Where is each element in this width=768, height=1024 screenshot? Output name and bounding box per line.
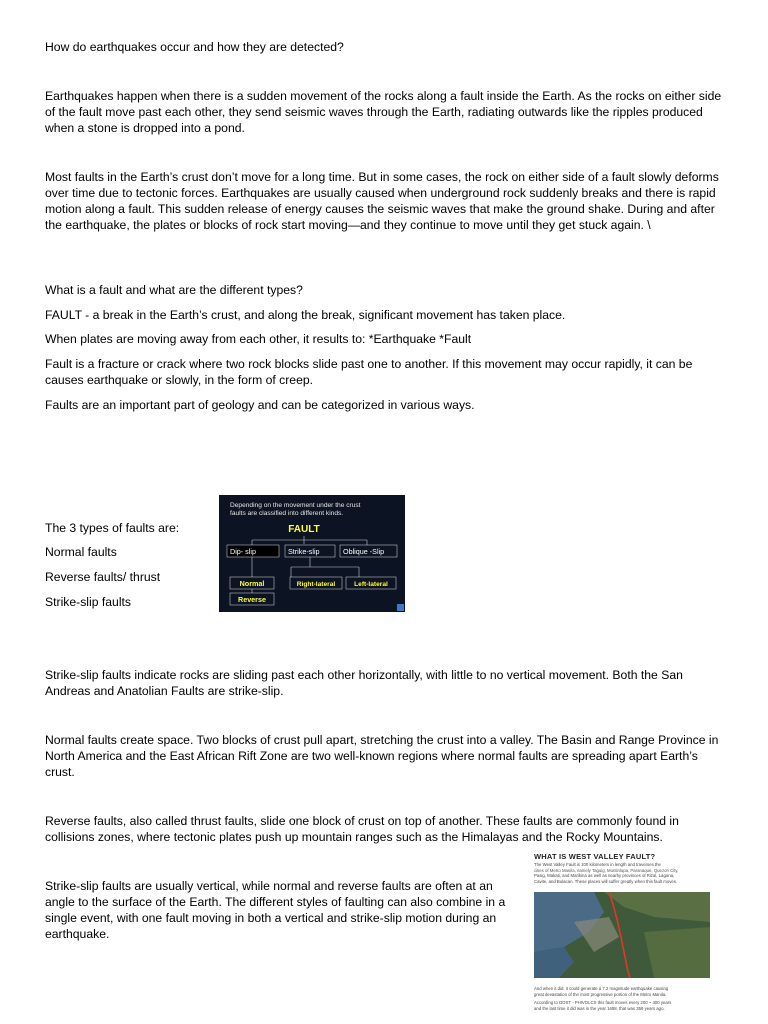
figure-after-line: According to DOST - PHIVOLCS this fault moves every 200 ~ 400 years	[534, 1000, 672, 1006]
paragraph-faulting-styles: Strike-slip faults are usually vertical, while normal and reverse faults are often at an angle to the surface of the Earth. The different styles of faulting can also combine in a single event, with one fault moving in both a vertical and strike-slip motion during an earthquake.	[45, 879, 506, 941]
figure-intro	[534, 862, 710, 884]
diagram-strike-slip: Strike-slip	[288, 547, 320, 556]
figure-title: WHAT IS WEST VALLEY FAULT?	[534, 852, 656, 861]
figure-after	[534, 986, 710, 1011]
figure-after-line: great devastation of the most progressive portion of the Metro Manila.	[534, 991, 667, 997]
figure-intro-line: The West Valley Fault is 100 kilometers in length and traverses the	[534, 862, 661, 867]
corner-mark-icon	[397, 604, 404, 611]
diagram-caption-line1: Depending on the movement under the crust	[230, 502, 361, 509]
diagram-left-lateral: Left-lateral	[354, 581, 388, 588]
diagram-dip-slip: Dip- slip	[230, 547, 256, 556]
diagram-oblique-slip: Oblique -Slip	[343, 547, 385, 556]
figure-after-line: and the last time it did was in the year 1658, that was 359 years ago.	[534, 1005, 665, 1011]
diagram-reverse: Reverse	[238, 595, 266, 604]
paragraph-normal-faults: Normal faults create space. Two blocks of crust pull apart, stretching the crust into a valley. The Basin and Range Province in North America and the East African Rift Zone are two well-known regions where normal faults are spreading apart Earth’s crust.	[45, 733, 719, 779]
paragraph-strike-slip: Strike-slip faults indicate rocks are sliding past each other horizontally, with little to no vertical movement. Both the San Andreas and Anatolian Faults are strike-slip.	[45, 668, 683, 698]
figure-intro-line: cities of Metro Manila, namely Taguig, Muntinlupa, Paranaque, Quezon City,	[534, 867, 679, 873]
diagram-root-fault: FAULT	[288, 524, 320, 535]
type-reverse: Reverse faults/ thrust	[45, 570, 161, 584]
paragraph-earthquake-movement: Earthquakes happen when there is a sudden movement of the rocks along a fault inside the Earth. As the rocks on either side of the fault move past each other, they send seismic waves through the Earth, radiating outwards like the ripples produced when a stone is dropped into a pond.	[45, 89, 722, 135]
question-fault-types: What is a fault and what are the different types?	[45, 283, 303, 297]
diagram-caption-line2: faults are classified into different kinds.	[230, 510, 344, 517]
paragraph-faults-geology: Faults are an important part of geology and can be categorized in various ways.	[45, 398, 475, 412]
figure-intro-line: Pasig, Makati, and Marikina as well as nearby provinces of Rizal, Laguna,	[534, 873, 675, 879]
paragraph-plates-moving: When plates are moving away from each other, it results to: *Earthquake *Fault	[45, 332, 472, 346]
diagram-normal: Normal	[239, 579, 265, 588]
figure-intro-line: Cavite, and Bulacan. These places will suffer greatly when this fault moves.	[534, 878, 678, 884]
figure-after-line: And when it did, it could generate a 7.2 magnitude earthquake causing	[534, 986, 669, 991]
west-valley-fault-figure	[532, 852, 712, 1024]
fault-types-diagram	[219, 495, 405, 612]
type-normal: Normal faults	[45, 545, 117, 559]
paragraph-faults-crust: Most faults in the Earth’s crust don’t move for a long time. But in some cases, the rock on either side of a fault slowly deforms over time due to tectonic forces. Earthquakes are usually caused when underground rock suddenly breaks and there is rapid motion along a fault. This sudden release of energy causes the seismic waves that make the ground shake. During and after the earthquake, the plates or blocks of rock start moving—and they continue to move until they get stuck again. \	[45, 170, 719, 232]
type-strike-slip: Strike-slip faults	[45, 595, 132, 609]
satellite-map	[534, 892, 710, 994]
paragraph-fault-definition: FAULT - a break in the Earth’s crust, and along the break, significant movement has taken place.	[45, 308, 566, 322]
question-earthquakes: How do earthquakes occur and how they are detected?	[45, 40, 344, 54]
paragraph-reverse-faults: Reverse faults, also called thrust faults, slide one block of crust on top of another. These faults are commonly found in collisions zones, where tectonic plates push up mountain ranges such as the Himalayas and the Rocky Mountains.	[45, 814, 679, 844]
paragraph-fault-fracture: Fault is a fracture or crack where two rock blocks slide past one to another. If this movement may occur rapidly, it can be causes earthquake or slowly, in the form of creep.	[45, 357, 693, 387]
types-title: The 3 types of faults are:	[45, 521, 180, 535]
diagram-right-lateral: Right-lateral	[296, 581, 336, 588]
